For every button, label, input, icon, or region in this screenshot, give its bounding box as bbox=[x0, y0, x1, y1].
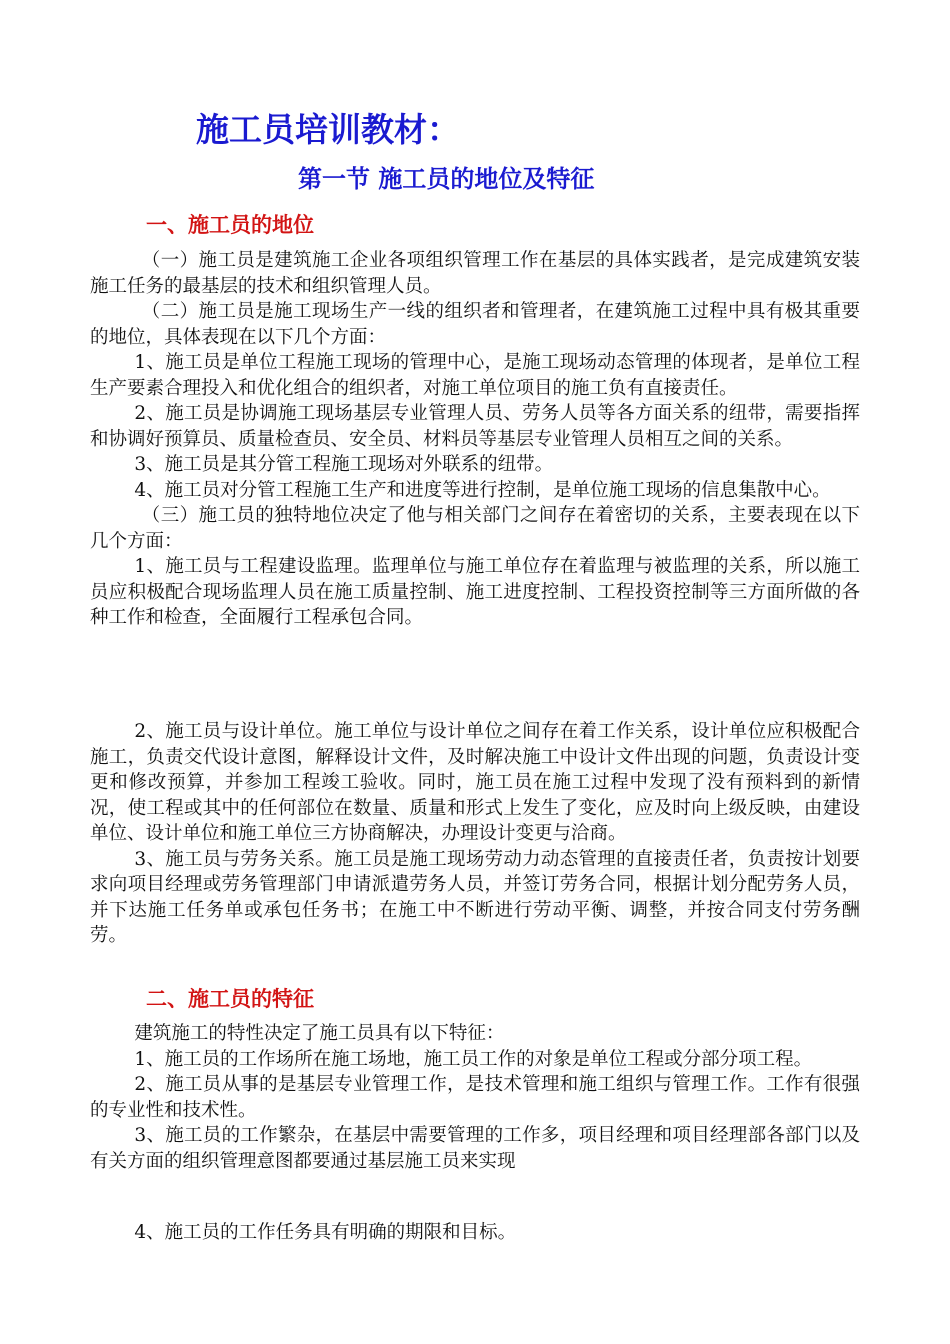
part1-body-a bbox=[90, 248, 860, 631]
paragraph: （一）施工员是建筑施工企业各项组织管理工作在基层的具体实践者，是完成建筑安装施工任务的最基层的技术和组织管理人员。 bbox=[90, 250, 860, 297]
paragraph: 1、施工员与工程建设监理。监理单位与施工单位存在着监理与被监理的关系，所以施工员应积极配合现场监理人员在施工质量控制、施工进度控制、工程投资控制等三方面所做的各种工作和检查，全面履行工程承包合同。 bbox=[90, 556, 860, 628]
paragraph: 1、施工员是单位工程施工现场的管理中心，是施工现场动态管理的体现者，是单位工程生产要素合理投入和优化组合的组织者，对施工单位项目的施工负有直接责任。 bbox=[90, 352, 860, 399]
paragraph: 3、施工员与劳务关系。施工员是施工现场劳动力动态管理的直接责任者，负责按计划要求向项目经理或劳务管理部门申请派遣劳务人员，并签订劳务合同，根据计划分配劳务人员，并下达施工任务单或承包任务书；在施工中不断进行劳动平衡、调整，并按合同支付劳务酬劳。 bbox=[90, 848, 860, 946]
part1-heading: 一、施工员的地位 bbox=[146, 213, 314, 237]
document-title: 施工员培训教材： bbox=[196, 110, 460, 149]
paragraph: 2、施工员从事的是基层专业管理工作，是技术管理和施工组织与管理工作。工作有很强的专业性和技术性。 bbox=[90, 1074, 860, 1121]
part2-body-b bbox=[90, 1220, 860, 1246]
paragraph: 建筑施工的特性决定了施工员具有以下特征： bbox=[134, 1023, 505, 1044]
paragraph: 4、施工员的工作任务具有明确的期限和目标。 bbox=[134, 1222, 517, 1243]
part2-body-a bbox=[90, 1021, 860, 1174]
paragraph: 2、施工员与设计单位。施工单位与设计单位之间存在着工作关系，设计单位应积极配合施工，负责交代设计意图，解释设计文件，及时解决施工中设计文件出现的问题，负责设计变更和修改预算，并参加工程竣工验收。同时，施工员在施工过程中发现了没有预料到的新情况，使工程或其中的任何部位在数量、质量和形式上发生了变化，应及时向上级反映，由建设单位、设计单位和施工单位三方协商解决，办理设计变更与洽商。 bbox=[90, 721, 860, 844]
paragraph: 2、施工员是协调施工现场基层专业管理人员、劳务人员等各方面关系的纽带，需要指挥和协调好预算员、质量检查员、安全员、材料员等基层专业管理人员相互之间的关系。 bbox=[90, 403, 860, 450]
section-title: 第一节 施工员的地位及特征 bbox=[298, 165, 595, 193]
paragraph: 3、施工员的工作繁杂，在基层中需要管理的工作多，项目经理和项目经理部各部门以及有关方面的组织管理意图都要通过基层施工员来实现 bbox=[90, 1125, 860, 1172]
part1-body-b bbox=[90, 719, 860, 949]
paragraph: （二）施工员是施工现场生产一线的组织者和管理者，在建筑施工过程中具有极其重要的地位，具体表现在以下几个方面： bbox=[90, 301, 860, 348]
part2-heading: 二、施工员的特征 bbox=[146, 987, 314, 1011]
paragraph: （三）施工员的独特地位决定了他与相关部门之间存在着密切的关系，主要表现在以下几个方面： bbox=[90, 505, 860, 552]
paragraph: 1、施工员的工作场所在施工场地，施工员工作的对象是单位工程或分部分项工程。 bbox=[134, 1048, 813, 1070]
paragraph: 4、施工员对分管工程施工生产和进度等进行控制，是单位施工现场的信息集散中心。 bbox=[134, 479, 831, 501]
paragraph: 3、施工员是其分管工程施工现场对外联系的纽带。 bbox=[134, 454, 554, 475]
